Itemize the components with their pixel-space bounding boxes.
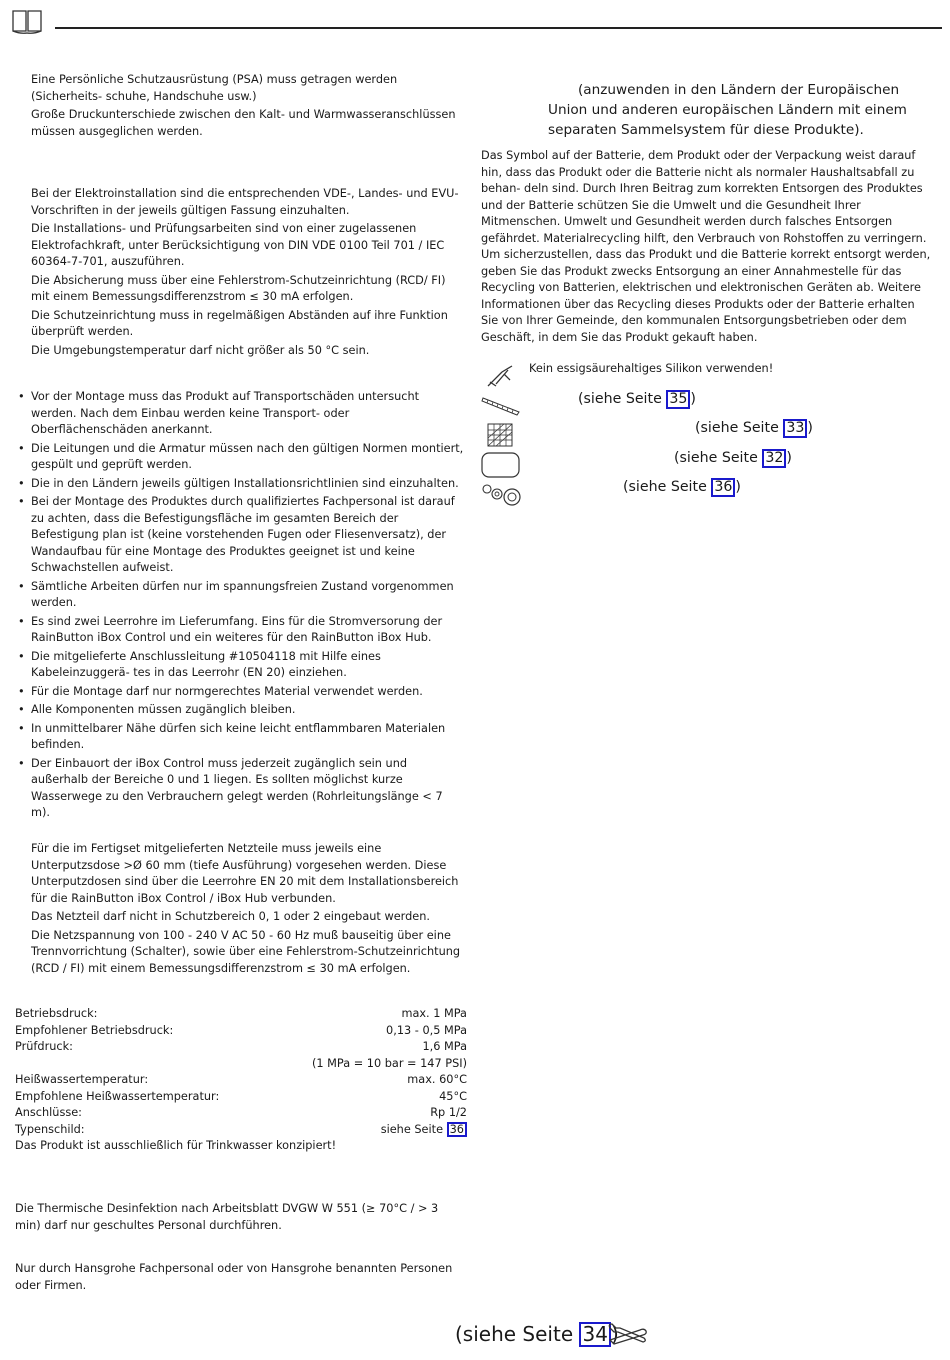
list-item: • Vor der Montage muss das Produkt auf Transportschäden untersucht werden. Nach dem Einbau werden keine Transport- oder Oberflächenschäden anerkannt. [15,389,465,439]
disposal-text: Das Symbol auf der Batterie, dem Produkt oder der Verpackung weist darauf hin, dass das Produkt oder die Batterie nicht als normaler Haushaltsabfall zu behan- deln sind. Durch Ihren Beitrag zum korrekten Entsorgen des Produktes und der Batterie schützen Sie die Umwelt und die Gesundheit Ihrer Mitmenschen. Umwelt und Gesundheit werden durch falsches Entsorgen gefährdet. Materialrecycling hilft, den Verbrauch von Rohstoffen zu verringern. Um sicherzustellen, dass das Produkt und die Batterie korrekt entsorgt werden, geben Sie das Produkt zwecks Entsorgung an einer Annahmestelle für das Recycling von Batterien, elektrischen und elektronischen Geräten ab. Weitere Informationen über das Recycling dieses Produkts oder der Batterie erhalten Sie von Ihrer Gemeinde, den kommunalen Entsorgungsbetrieben oder dem Geschäft, in dem Sie das Produkt gekauft haben. [481,149,931,344]
mounting-list [15,389,465,822]
service-text: Nur durch Hansgrohe Fachpersonal oder von Hansgrohe benannten Personen oder Firmen. [15,1262,453,1292]
page-link[interactable]: 32 [762,449,786,468]
mounting-section [15,389,465,824]
rounded-box-icon [481,452,521,478]
ruler-icon [481,394,521,416]
electric-section [31,186,461,361]
wrench-icon [606,1322,648,1346]
page-link[interactable]: 34 [579,1322,610,1347]
spec-row: Empfohlene Heißwassertemperatur: 45°C [15,1089,467,1103]
safety-text: Große Druckunterschiede zwischen den Kalt- und Warmwasseranschlüssen müssen ausgeglichen werden. [31,108,456,138]
list-item: • Es sind zwei Leerrohre im Lieferumfang. Eins für die Stromversorung der RainButton iBox Control und ein weiteres für den RainButton iBox Hub. [15,614,465,647]
spec-row: Typenschild: siehe Seite 36 [15,1122,467,1139]
list-item: • Alle Komponenten müssen zugänglich bleiben. [15,702,465,719]
electric-text: Die Absicherung muss über eine Fehlerstrom-Schutzeinrichtung (RCD/ FI) mit einem Bemessungsdifferenzstrom ≤ 30 mA erfolgen. [31,273,446,303]
disinfection-text: Die Thermische Desinfektion nach Arbeitsblatt DVGW W 551 (≥ 70°C / > 3 min) darf nur geschultes Personal durchführen. [15,1202,439,1232]
spec-note: Das Produkt ist ausschließlich für Trinkwasser konzipiert! [15,1139,337,1152]
list-item: • Die in den Ländern jeweils gültigen Installationsrichtlinien sind einzuhalten. [15,476,465,493]
power-section [31,841,461,979]
silicone-gun-icon [484,362,516,390]
page-link[interactable]: 36 [711,478,735,497]
spec-row: Empfohlener Betriebsdruck: 0,13 - 0,5 MPa [15,1023,467,1037]
spec-row: Betriebsdruck: max. 1 MPa [15,1007,467,1020]
specs-table [15,1006,467,1157]
book-icon [11,7,43,35]
header-rule [55,27,942,29]
spec-row: Heißwassertemperatur: max. 60°C [15,1073,467,1086]
footer-ref: (siehe Seite 34 ) [455,1322,619,1346]
power-text: Die Netzspannung von 100 - 240 V AC 50 - 60 Hz muß bauseitig über eine Trennvorrichtung (Schalter), sowie über eine Fehlerstrom-Schutzeinrichtung (RCD / FI) mit einem Bemessungsdifferenzstrom ≤ 30 mA erfolgen. [31,928,461,975]
ref-row: (siehe Seite 32 ) [674,450,792,466]
safety-section [31,72,461,142]
list-item: • Der Einbauort der iBox Control muss jederzeit zugänglich sein und außerhalb der Bereiche 0 und 1 liegen. Es sollten möglichst kurze Wasserwege zu den Verbrauchern gelegt werden (Rohrleitungslänge < 7 m). [15,756,465,822]
safety-text: Eine Persönliche Schutzausrüstung (PSA) muss getragen werden (Sicherheits- schuhe, Handschuhe usw.) [31,73,398,103]
electric-text: Bei der Elektroinstallation sind die entsprechenden VDE-, Landes- und EVU-Vorschriften in der jeweils gültigen Fassung einzuhalten. [31,187,459,217]
parts-icon [481,482,523,508]
power-text: Für die im Fertigset mitgelieferten Netzteile muss jeweils eine Unterputzsdose >Ø 60 mm (tiefe Ausführung) vorgesehen werden. Diese Unterputzdosen sind über die Leerrohre EN 20 mit dem Installationsbereich für die RainButton iBox Control / iBox Hub verbunden. [31,842,459,905]
ref-row: (siehe Seite 33 ) [695,420,813,436]
spec-row: Prüfdruck: 1,6 MPa [15,1040,467,1053]
list-item: • Bei der Montage des Produktes durch qualifiziertes Fachpersonal ist darauf zu achten, dass die Befestigungsfläche im gesamten Bereich der Befestigung plan ist (keine vorstehenden Fugen oder Fliesenversatz), der Wandaufbau für eine Montage des Produktes geeignet ist und keine Schwachstellen aufweist. [15,494,465,577]
electric-text: Die Schutzeinrichtung muss in regelmäßigen Abständen auf ihre Funktion überprüft werden. [31,308,448,338]
list-item: • Die Leitungen und die Armatur müssen nach den gültigen Normen montiert, gespült und geprüft werden. [15,441,465,474]
list-item: • Sämtliche Arbeiten dürfen nur im spannungsfreien Zustand vorgenommen werden. [15,579,465,612]
page-link[interactable]: 35 [666,390,690,409]
disinfection-section [15,1201,467,1236]
silicone-warning: Kein essigsäurehaltiges Silikon verwenden! [529,362,774,375]
tile-grid-icon [486,422,516,448]
service-section [15,1261,455,1296]
list-item: • In unmittelbarer Nähe dürfen sich keine leicht entflammbaren Materialen befinden. [15,721,465,754]
list-item: • Für die Montage darf nur normgerechtes Material verwendet werden. [15,684,465,701]
electric-text: Die Umgebungstemperatur darf nicht größer als 50 °C sein. [31,343,370,357]
ref-row: (siehe Seite 35 ) [578,391,696,407]
list-item: • Die mitgelieferte Anschlussleitung #10504118 mit Hilfe eines Kabeleinzuggerä- tes in das Leerrohr (EN 20) einziehen. [15,649,465,682]
power-text: Das Netzteil darf nicht in Schutzbereich 0, 1 oder 2 eingebaut werden. [31,910,430,923]
electric-text: Die Installations- und Prüfungsarbeiten sind von einer zugelassenen Elektrofachkraft, unter Berücksichtigung von DIN VDE 0100 Teil 701 / IEC 60364-7-701, auszuführen. [31,222,445,268]
eu-note: (anzuwenden in den Ländern der Europäischen Union und anderen europäischen Ländern mit einem separaten Sammelsystem für diese Produkte). [548,82,907,138]
ref-row: (siehe Seite 36 ) [623,479,741,495]
spec-row: (1 MPa = 10 bar = 147 PSI) [311,1056,467,1070]
page-link[interactable]: 36 [447,1122,467,1138]
page-link[interactable]: 33 [783,419,807,438]
spec-row: Anschlüsse: Rp 1/2 [15,1106,467,1119]
